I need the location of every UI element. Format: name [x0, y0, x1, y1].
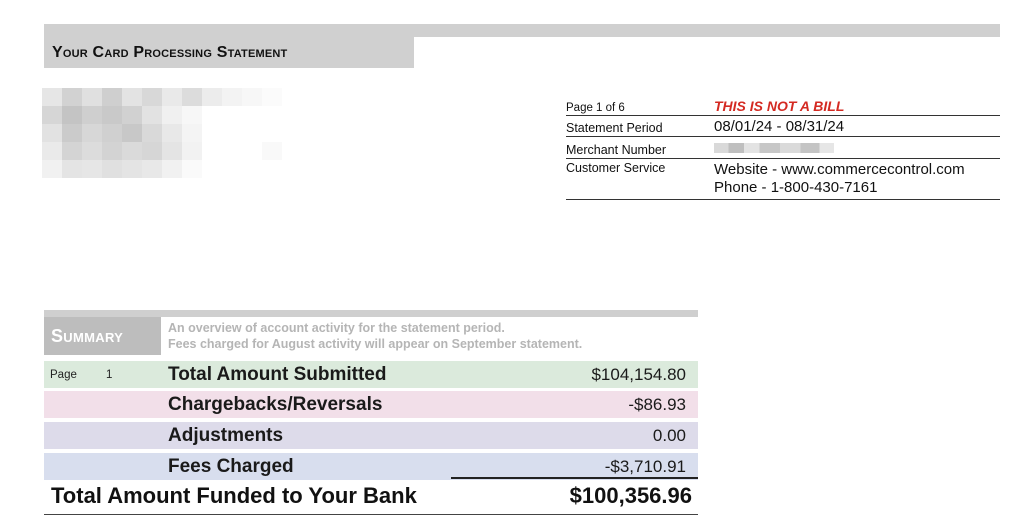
not-a-bill-notice: THIS IS NOT A BILL [714, 98, 845, 114]
statement-title-tab [44, 37, 414, 68]
redaction-pixel [42, 88, 62, 106]
redaction-pixel [142, 124, 162, 142]
redaction-pixel [82, 142, 102, 160]
redaction-pixel [82, 88, 102, 106]
redaction-pixel [222, 106, 242, 124]
summary-top-bar [44, 310, 698, 317]
redaction-pixel [102, 142, 122, 160]
redaction-pixel [142, 160, 162, 178]
redaction-pixel [42, 142, 62, 160]
summary-row-value: 0.00 [652, 425, 686, 445]
redaction-pixel [282, 106, 302, 124]
summary-description [168, 320, 582, 352]
summary-row-total-submitted [44, 361, 698, 388]
redaction-pixel [202, 160, 222, 178]
summary-row-label: Adjustments [168, 424, 284, 446]
redaction-pixel [242, 124, 262, 142]
customer-service-phone[interactable]: Phone - 1-800-430-7161 [714, 179, 878, 196]
redaction-pixel [202, 106, 222, 124]
statement-period-value: 08/01/24 - 08/31/24 [714, 118, 845, 135]
redaction-pixel [182, 142, 202, 160]
redaction-pixel [262, 160, 282, 178]
summary-row-value: -$3,710.91 [604, 456, 686, 476]
info-row-page [566, 96, 1000, 116]
redaction-pixel [242, 106, 262, 124]
redaction-pixel [222, 124, 242, 142]
redaction-pixel [262, 124, 282, 142]
summary-row-adjustments [44, 422, 698, 449]
redaction-pixel [82, 106, 102, 124]
statement-period-label: Statement Period [566, 121, 663, 135]
redaction-pixel [182, 160, 202, 178]
info-row-merchant-number [566, 137, 1000, 159]
redaction-pixel [62, 106, 82, 124]
redaction-pixel [122, 124, 142, 142]
redaction-pixel [122, 88, 142, 106]
redaction-pixel [282, 160, 302, 178]
redaction-pixel [102, 106, 122, 124]
redaction-pixel [202, 142, 222, 160]
redaction-pixel [222, 160, 242, 178]
redaction-pixel [162, 124, 182, 142]
merchant-number-label: Merchant Number [566, 143, 667, 157]
redaction-pixel [202, 124, 222, 142]
redaction-pixel [222, 142, 242, 160]
redaction-pixel [262, 88, 282, 106]
summary-row-fees-charged [44, 453, 698, 480]
redaction-pixel [102, 160, 122, 178]
summary-row-label: Fees Charged [168, 455, 294, 477]
redaction-pixel [42, 160, 62, 178]
redaction-pixel [182, 124, 202, 142]
redaction-pixel [242, 160, 262, 178]
redacted-merchant-number [714, 143, 834, 153]
summary-label-box [44, 317, 161, 355]
info-row-customer-service [566, 159, 1000, 200]
redaction-pixel [242, 142, 262, 160]
redaction-pixel [42, 124, 62, 142]
summary-page-number: 1 [106, 368, 113, 381]
summary-total-row [44, 479, 698, 513]
redaction-pixel [162, 88, 182, 106]
redacted-address-block [42, 88, 302, 178]
summary-row-value: -$86.93 [628, 394, 686, 414]
redaction-pixel [162, 160, 182, 178]
merchant-number-value [714, 137, 1000, 158]
redaction-pixel [82, 160, 102, 178]
header-band [44, 24, 1000, 37]
redaction-pixel [162, 106, 182, 124]
info-row-statement-period [566, 116, 1000, 137]
redaction-pixel [102, 124, 122, 142]
total-funded-label: Total Amount Funded to Your Bank [51, 483, 417, 508]
summary-row-value: $104,154.80 [591, 364, 686, 384]
summary-row-label: Chargebacks/Reversals [168, 393, 383, 415]
redaction-pixel [282, 142, 302, 160]
statement-title: Your Card Processing Statement [52, 43, 288, 61]
total-rule [44, 514, 698, 515]
redaction-pixel [162, 142, 182, 160]
redaction-pixel [82, 124, 102, 142]
redaction-pixel [102, 88, 122, 106]
summary-row-chargebacks [44, 391, 698, 418]
redaction-pixel [262, 142, 282, 160]
redaction-pixel [262, 106, 282, 124]
redaction-pixel [122, 160, 142, 178]
redaction-pixel [202, 88, 222, 106]
redaction-pixel [62, 160, 82, 178]
redaction-pixel [122, 106, 142, 124]
summary-description-line-2: Fees charged for August activity will appear on September statement. [168, 337, 583, 351]
redaction-pixel [62, 88, 82, 106]
page-indicator: Page 1 of 6 [566, 102, 625, 114]
redaction-pixel [282, 88, 302, 106]
redaction-pixel [182, 106, 202, 124]
redaction-pixel [282, 124, 302, 142]
statement-info-table [566, 96, 1000, 200]
total-funded-value: $100,356.96 [569, 483, 692, 508]
redaction-pixel [62, 142, 82, 160]
redaction-pixel [142, 106, 162, 124]
redaction-pixel [182, 88, 202, 106]
redaction-pixel [42, 106, 62, 124]
redaction-pixel [242, 88, 262, 106]
summary-row-label: Total Amount Submitted [168, 363, 387, 385]
customer-service-website[interactable]: Website - www.commercecontrol.com [714, 161, 965, 178]
redaction-pixel [122, 142, 142, 160]
customer-service-value [714, 159, 1000, 199]
customer-service-label: Customer Service [566, 161, 666, 175]
summary-description-line-1: An overview of account activity for the statement period. [168, 321, 505, 335]
redaction-pixel [142, 88, 162, 106]
redaction-pixel [142, 142, 162, 160]
summary-heading: Summary [51, 325, 124, 346]
redaction-pixel [62, 124, 82, 142]
redaction-pixel [222, 88, 242, 106]
summary-page-label: Page [50, 368, 77, 381]
